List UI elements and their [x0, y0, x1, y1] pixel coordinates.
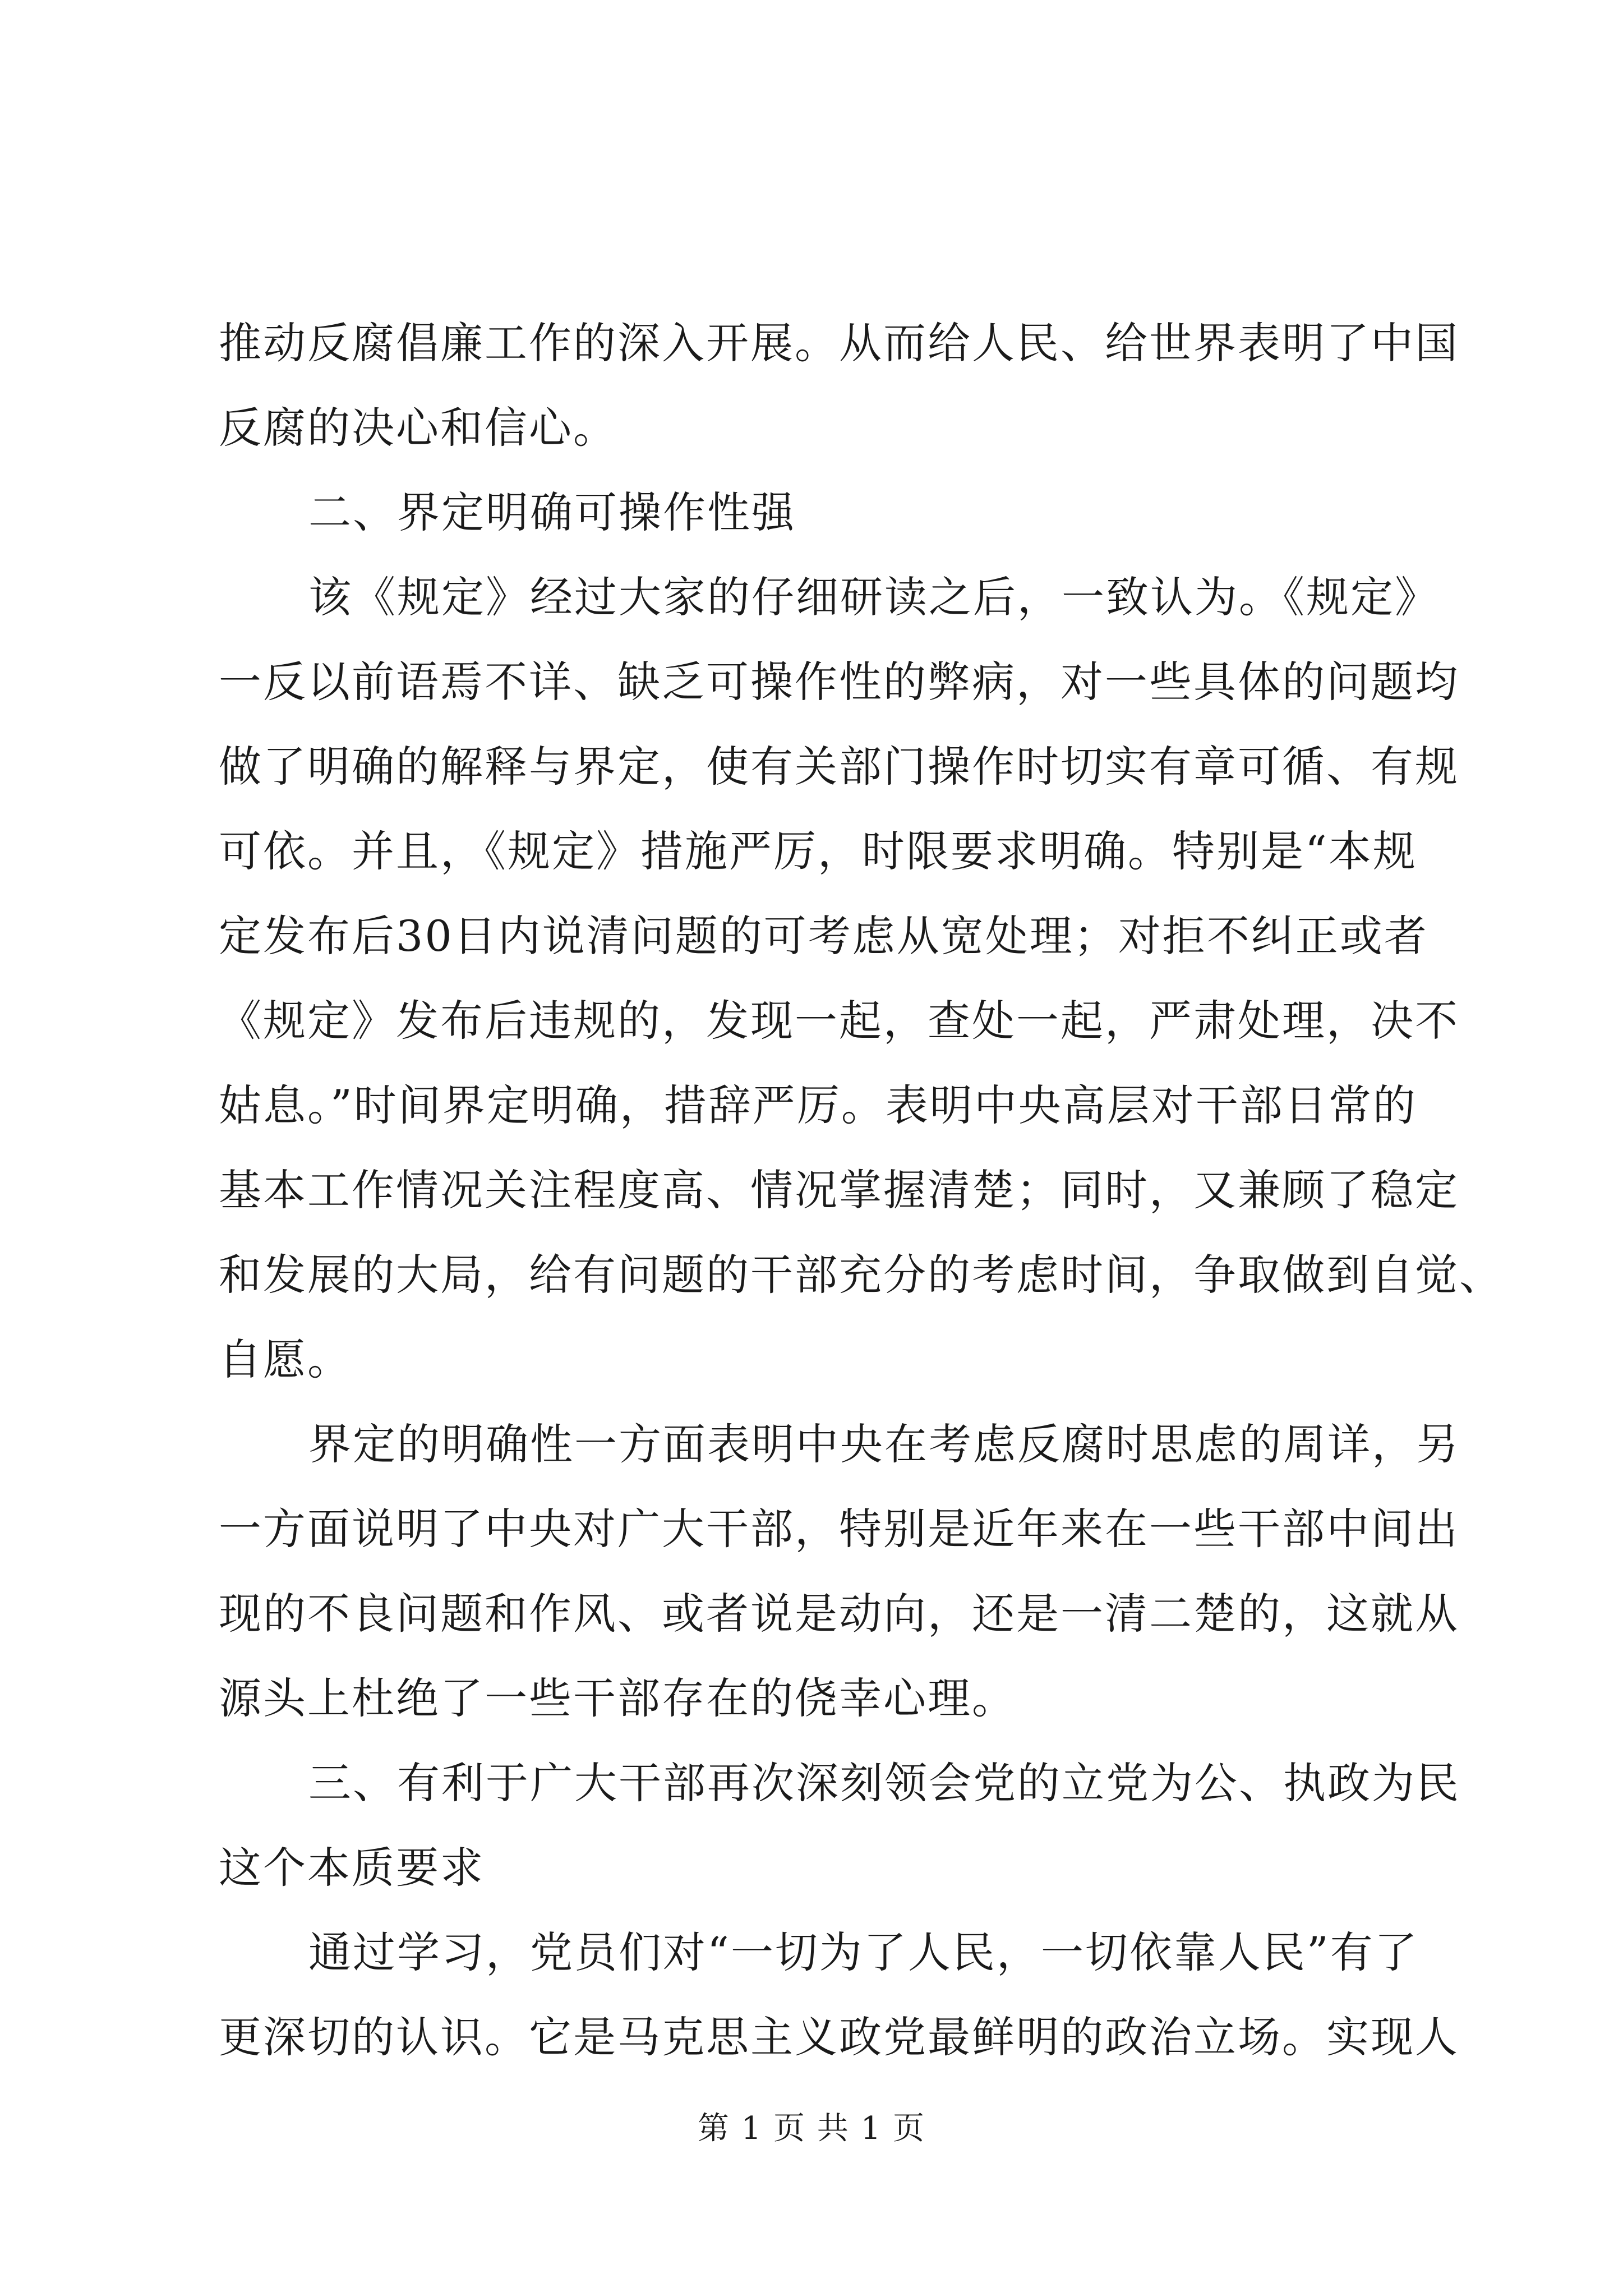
text-line: 《规定》发布后违规的，发现一起，查处一起，严肃处理，决不 [219, 996, 1459, 1046]
text-line: 定发布后30日内说清问题的可考虑从宽处理；对拒不纠正或者 [219, 911, 1428, 961]
text-line: 推动反腐倡廉工作的深入开展。从而给人民、给世界表明了中国 [219, 318, 1459, 368]
text-line: 姑息。”时间界定明确，措辞严厉。表明中央高层对干部日常的 [219, 1080, 1417, 1130]
page-number-label: 第 1 页 共 1 页 [697, 2110, 926, 2147]
text-line: 可依。并且，《规定》措施严厉，时限要求明确。特别是“本规 [219, 826, 1417, 876]
text-line: 自愿。 [219, 1335, 352, 1384]
section-heading-continued: 这个本质要求 [219, 1843, 485, 1893]
text-line: 一反以前语焉不详、缺乏可操作性的弊病，对一些具体的问题均 [219, 657, 1459, 707]
text-line: 做了明确的解释与界定，使有关部门操作时切实有章可循、有规 [219, 742, 1459, 792]
text-line: 一方面说明了中央对广大干部，特别是近年来在一些干部中间出 [219, 1504, 1459, 1554]
page-footer [0, 2109, 1623, 2148]
body-text [219, 301, 1504, 2079]
text-line: 现的不良问题和作风、或者说是动向，还是一清二楚的，这就从 [219, 1589, 1459, 1639]
text-line: 更深切的认识。它是马克思主义政党最鲜明的政治立场。实现人 [219, 2012, 1459, 2062]
section-heading: 二、界定明确可操作性强 [308, 487, 796, 537]
text-line: 该《规定》经过大家的仔细研读之后，一致认为。《规定》 [308, 572, 1439, 622]
text-line: 和发展的大局，给有问题的干部充分的考虑时间，争取做到自觉、 [219, 1250, 1504, 1300]
text-line: 通过学习，党员们对“一切为了人民，一切依靠人民”有了 [308, 1927, 1419, 1977]
text-line: 源头上杜绝了一些干部存在的侥幸心理。 [219, 1673, 1016, 1723]
text-line: 反腐的决心和信心。 [219, 403, 617, 453]
text-line: 界定的明确性一方面表明中央在考虑反腐时思虑的周详，另 [308, 1419, 1460, 1469]
text-line: 基本工作情况关注程度高、情况掌握清楚；同时，又兼顾了稳定 [219, 1165, 1459, 1215]
section-heading: 三、有利于广大干部再次深刻领会党的立党为公、执政为民 [308, 1758, 1460, 1808]
